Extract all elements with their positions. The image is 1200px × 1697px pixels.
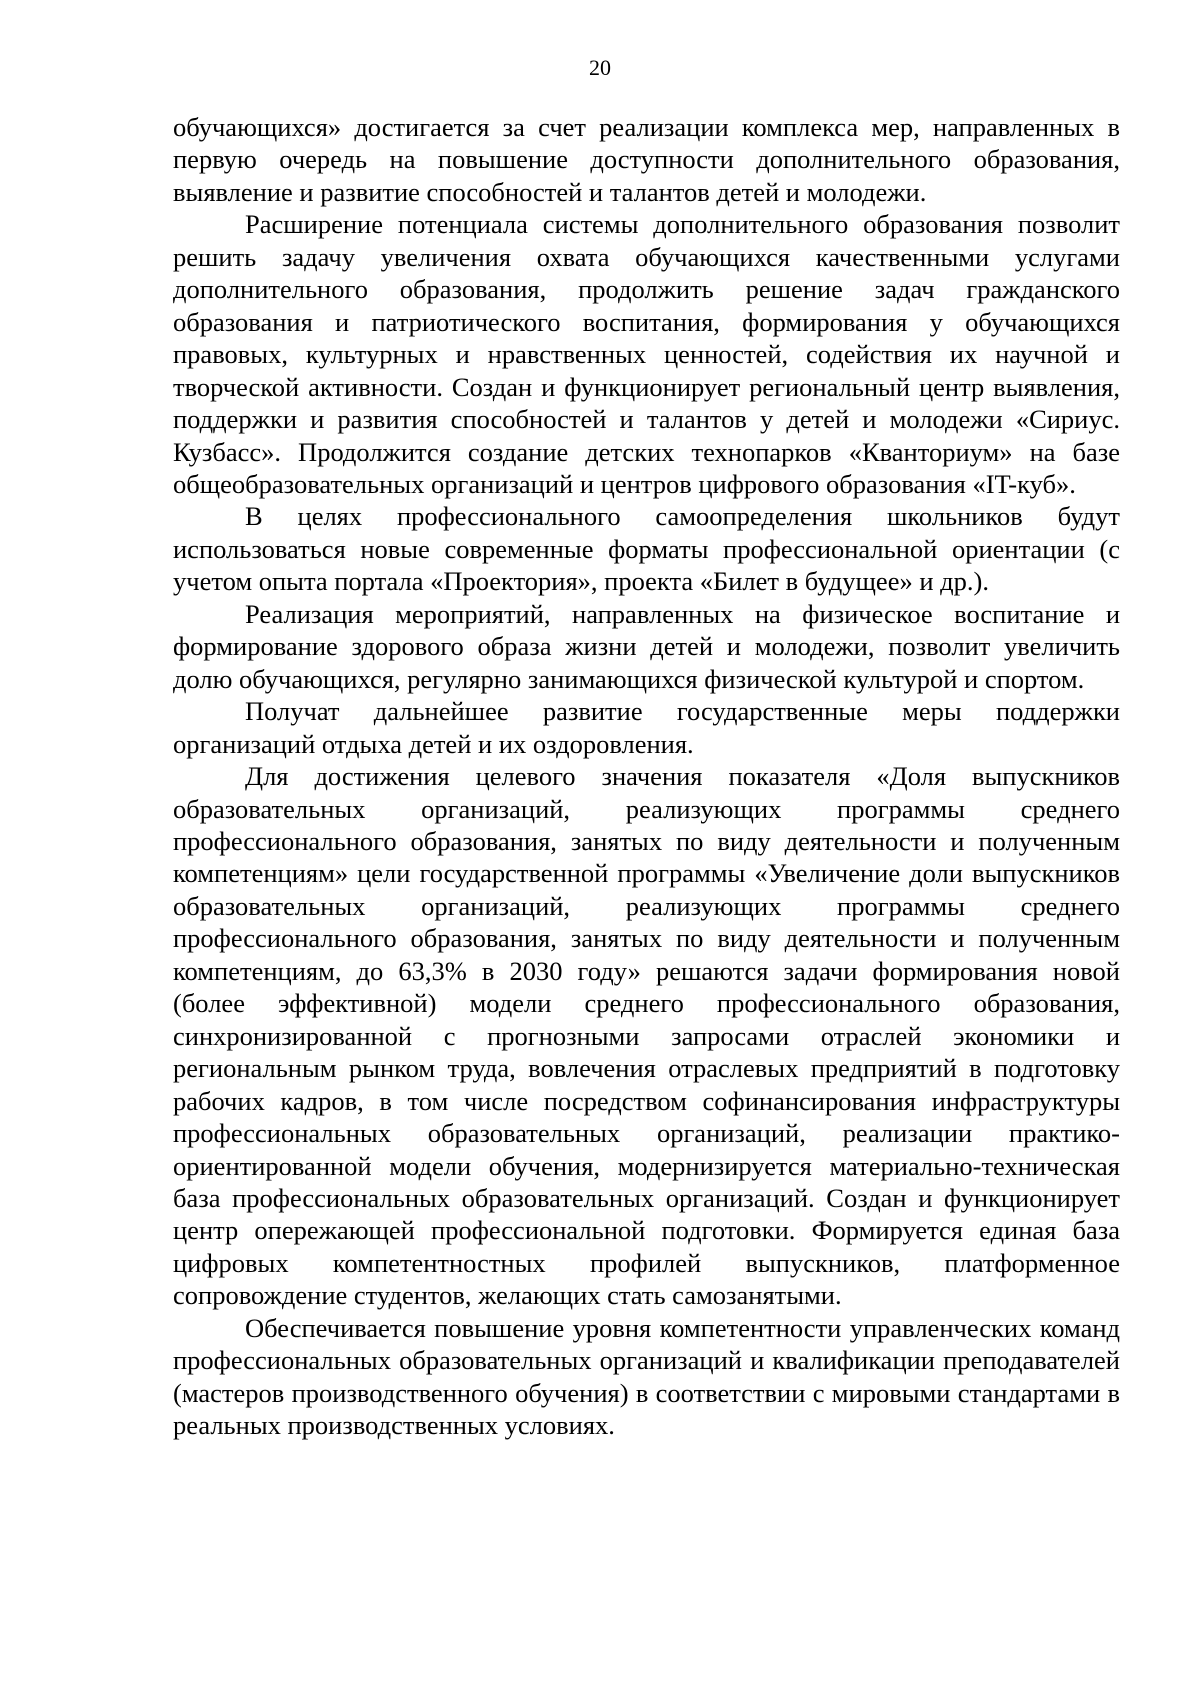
paragraph: Для достижения целевого значения показателя «Доля выпускников образовательных организаций, реализующих программы среднего профессионального образования, занятых по виду деятельности и полученным компетенциям» цели государственной программы «Увеличение доли выпускников образовательных организаций, реализующих программы среднего профессионального образования, занятых по виду деятельности и полученным компетенциям, до 63,3% в 2030 году» решаются задачи формирования новой (более эффективной) модели среднего профессионального образования, синхронизированной с прогнозными запросами отраслей экономики и региональным рынком труда, вовлечения отраслевых предприятий в подготовку рабочих кадров, в том числе посредством софинансирования инфраструктуры профессиональных образовательных организаций, реализации практико-ориентированной модели обучения, модернизируется материально-техническая база профессиональных образовательных организаций. Создан и функционирует центр опережающей профессиональной подготовки. Формируется единая база цифровых компетентностных профилей выпускников, платформенное сопровождение студентов, желающих стать самозанятыми.: [173, 761, 1120, 1311]
document-body: [173, 111, 1120, 1442]
paragraph: Обеспечивается повышение уровня компетентности управленческих команд профессиональных образовательных организаций и квалификации преподавателей (мастеров производственного обучения) в соответствии с мировыми стандартами в реальных производственных условиях.: [173, 1312, 1120, 1441]
paragraph: Реализация мероприятий, направленных на физическое воспитание и формирование здорового образа жизни детей и молодежи, позволит увеличить долю обучающихся, регулярно занимающихся физической культурой и спортом.: [173, 598, 1120, 694]
paragraph: В целях профессионального самоопределения школьников будут использоваться новые современные форматы профессиональной ориентации (с учетом опыта портала «Проектория», проекта «Билет в будущее» и др.).: [173, 501, 1120, 597]
paragraph: Получат дальнейшее развитие государственные меры поддержки организаций отдыха детей и их оздоровления.: [173, 696, 1120, 759]
page-number: 20: [589, 55, 611, 80]
paragraph: Расширение потенциала системы дополнительного образования позволит решить задачу увеличения охвата обучающихся качественными услугами дополнительного образования, продолжить решение задач гражданского образования и патриотического воспитания, формирования у обучающихся правовых, культурных и нравственных ценностей, содействия их научной и творческой активности. Создан и функционирует региональный центр выявления, поддержки и развития способностей и талантов у детей и молодежи «Сириус. Кузбасс». Продолжится создание детских технопарков «Кванториум» на базе общеобразовательных организаций и центров цифрового образования «IT-куб».: [173, 209, 1120, 499]
paragraph-continued: обучающихся» достигается за счет реализации комплекса мер, направленных в первую очередь на повышение доступности дополнительного образования, выявление и развитие способностей и талантов детей и молодежи.: [173, 112, 1120, 207]
